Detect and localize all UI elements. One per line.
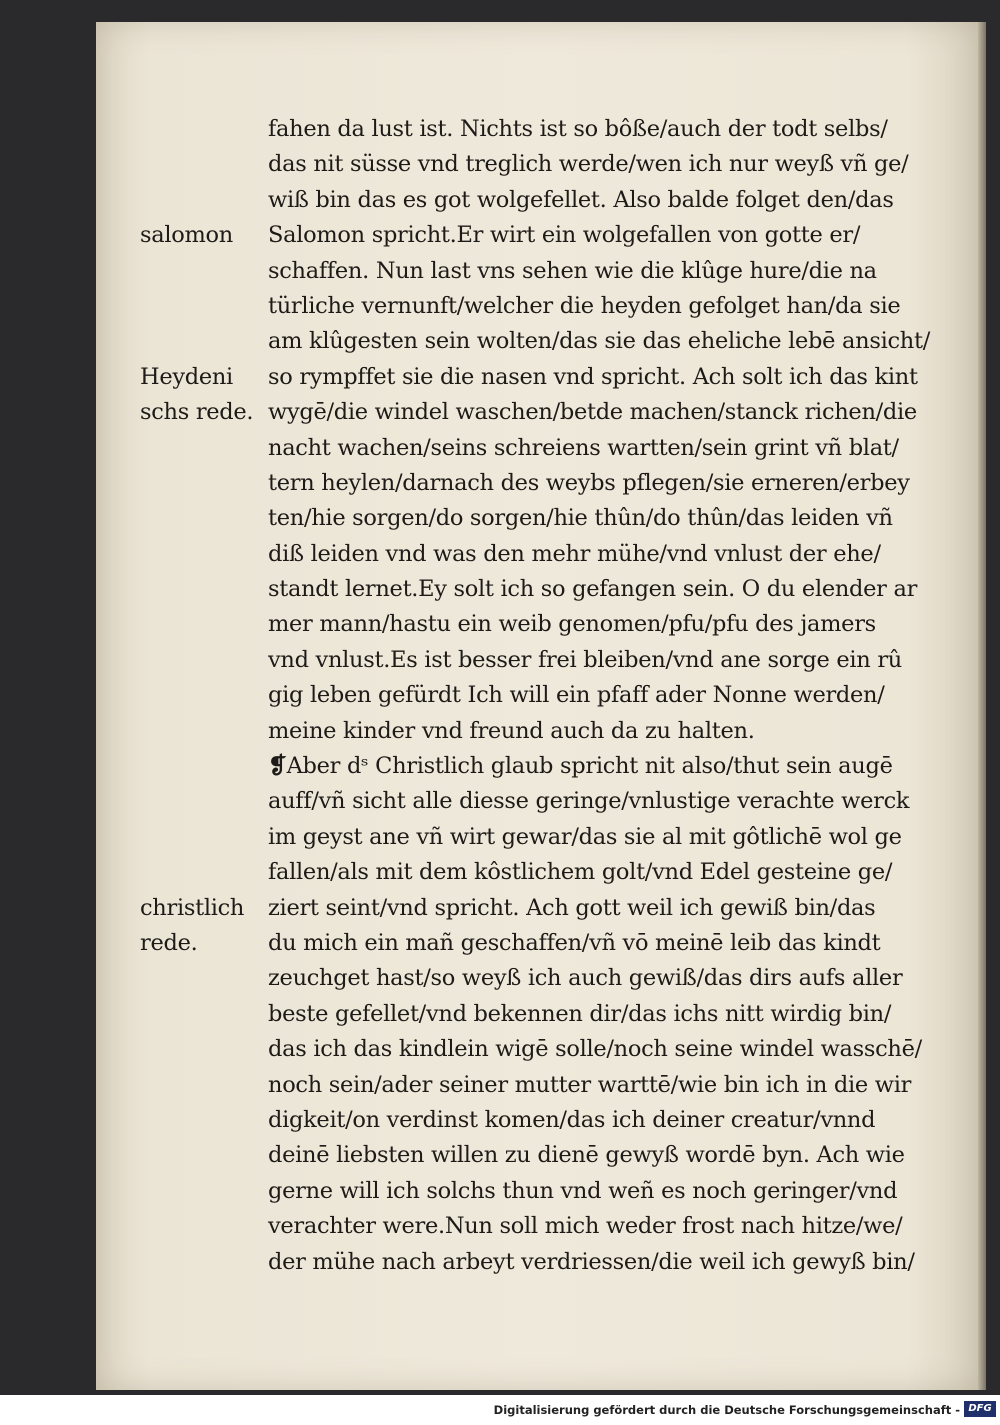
margin-note: Heydeni [140,363,233,390]
text-line-content: wygē/die windel waschen/betde machen/stanck richen/die [268,399,917,426]
text-line [268,218,968,253]
text-line-content: meine kinder vnd freund auch da zu halten. [268,717,755,744]
text-line-content: türliche vernunft/welcher die heyden gefolget han/da sie [268,292,901,319]
text-line [268,537,968,572]
text-line [268,289,968,324]
text-line [268,749,968,784]
text-line [268,1138,968,1173]
dfg-logo: DFG [964,1401,996,1417]
text-line [268,643,968,678]
margin-note: schs rede. [140,399,254,426]
text-line [268,607,968,642]
text-line [268,855,968,890]
text-line-content: das ich das kindlein wigē solle/noch seine windel wasschē/ [268,1036,922,1063]
text-line-content: ziert seint/vnd spricht. Ach gott weil ich gewiß bin/das [268,894,876,921]
text-line-content: ten/hie sorgen/do sorgen/hie thûn/do thûn/das leiden vñ [268,505,893,532]
text-line-content: deinē liebsten willen zu dienē gewyß wordē byn. Ach wie [268,1142,905,1169]
text-line-content: fallen/als mit dem kôstlichem golt/vnd Edel gesteine ge/ [268,859,893,886]
text-line-content: Salomon spricht.Er wirt ein wolgefallen von gotte er/ [268,222,861,249]
page-edge [978,22,986,1390]
text-line [268,147,968,182]
text-line [268,784,968,819]
text-line [268,112,968,147]
text-line-content: am klûgesten sein wolten/das sie das eheliche lebē ansicht/ [268,328,930,355]
body-text [268,112,968,1280]
text-line [268,1068,968,1103]
margin-note: christlich [140,894,245,921]
text-line-content: beste gefellet/vnd bekennen dir/das ichs nitt wirdig bin/ [268,1000,892,1027]
text-line [268,1209,968,1244]
text-line [268,678,968,713]
text-line-content: so rympffet sie die nasen vnd spricht. Ach solt ich das kint [268,363,918,390]
text-line-content: der mühe nach arbeyt verdriessen/die weil ich gewyß bin/ [268,1248,915,1275]
text-line-content: gig leben gefürdt Ich will ein pfaff ader Nonne werden/ [268,682,885,709]
text-line-content: noch sein/ader seiner mutter warttē/wie bin ich in die wir [268,1071,912,1098]
footer [0,1395,1000,1425]
text-line-content: zeuchget hast/so weyß ich auch gewiß/das dirs aufs aller [268,965,903,992]
text-line [268,324,968,359]
text-line [268,714,968,749]
text-line [268,820,968,855]
text-line-content: das nit süsse vnd treglich werde/wen ich nur weyß vñ ge/ [268,151,909,178]
text-line-content: fahen da lust ist. Nichts ist so bôße/auch der todt selbs/ [268,116,888,142]
text-line-content: mer mann/hastu ein weib genomen/pfu/pfu des jamers [268,611,876,638]
margin-note: salomon [140,222,233,249]
text-line-content: gerne will ich solchs thun vnd weñ es noch geringer/vnd [268,1177,898,1204]
text-line [268,891,968,926]
text-line-content: nacht wachen/seins schreiens wartten/sein grint vñ blat/ [268,434,899,461]
text-line [268,431,968,466]
text-line [268,254,968,289]
text-line-content: wiß bin das es got wolgefellet. Also balde folget den/das [268,186,894,213]
text-line [268,926,968,961]
text-line [268,466,968,501]
text-line-content: auff/vñ sicht alle diesse geringe/vnlustige verachte werck [268,788,910,815]
text-line-content: standt lernet.Ey solt ich so gefangen sein. O du elender ar [268,576,918,603]
text-line-content: tern heylen/darnach des weybs pflegen/sie erneren/erbey [268,469,910,496]
pilcrow-icon: ❡ [268,753,287,780]
margin-note: rede. [140,930,198,957]
text-line [268,360,968,395]
text-line [268,183,968,218]
text-line-content: im geyst ane vñ wirt gewar/das sie al mit gôtlichē wol ge [268,823,902,850]
text-line-content: schaffen. Nun last vns sehen wie die klûge hure/die na [268,257,877,284]
text-line [268,961,968,996]
text-line [268,1245,968,1280]
text-line-content: diß leiden vnd was den mehr mühe/vnd vnlust der ehe/ [268,540,881,567]
text-line-content: Aber dˢ Christlich glaub spricht nit also/thut sein augē [286,753,893,780]
text-line [268,395,968,430]
text-line [268,501,968,536]
text-line [268,572,968,607]
text-line-content: verachter were.Nun soll mich weder frost nach hitze/we/ [268,1213,903,1240]
text-line-content: digkeit/on verdinst komen/das ich deiner creatur/vnnd [268,1106,876,1133]
text-line-content: du mich ein mañ geschaffen/vñ vō meinē leib das kindt [268,929,881,956]
digitization-credit: Digitalisierung gefördert durch die Deutsche Forschungsgemeinschaft - [493,1403,960,1417]
text-line [268,997,968,1032]
text-line [268,1174,968,1209]
text-line-content: vnd vnlust.Es ist besser frei bleiben/vnd ane sorge ein rû [268,646,902,673]
text-line [268,1103,968,1138]
text-line [268,1032,968,1067]
